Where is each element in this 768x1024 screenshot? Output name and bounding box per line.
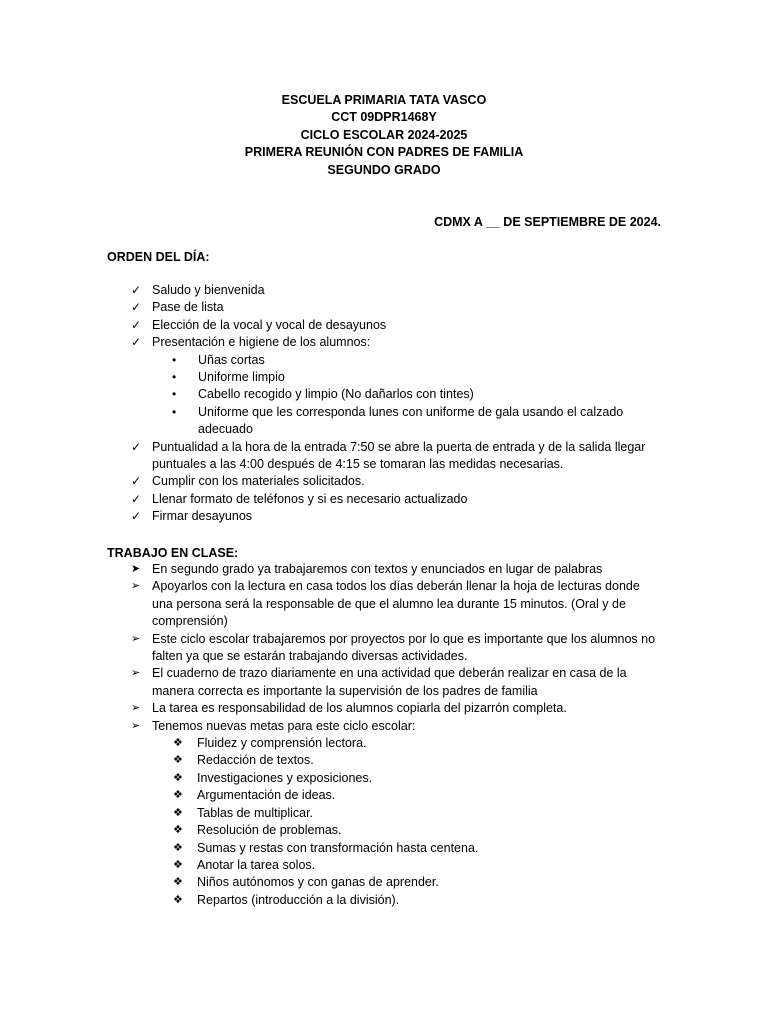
agenda-item: ✓ Pase de lista <box>131 299 661 316</box>
goal-item: ❖ Anotar la tarea solos. <box>173 857 661 874</box>
check-mark-icon: ✓ <box>131 439 142 454</box>
goal-item: ❖ Niños autónomos y con ganas de aprender. <box>173 874 661 891</box>
four-diamond-bullet-icon: ❖ <box>173 893 183 906</box>
goal-item: ❖ Resolución de problemas. <box>173 822 661 839</box>
four-diamond-bullet-icon: ❖ <box>173 876 183 889</box>
check-mark-icon: ✓ <box>131 474 142 489</box>
hygiene-item: • Uniforme que les corresponda lunes con uniforme de gala usando el calzado adecuado <box>172 404 624 437</box>
arrow-bullet-icon: ➤ <box>131 563 141 575</box>
agenda-item: ✓ Firmar desayunos <box>131 508 661 525</box>
agenda-item: ✓ Cumplir con los materiales solicitados. <box>131 473 661 490</box>
four-diamond-bullet-icon: ❖ <box>173 841 183 854</box>
hygiene-item: • Uniforme limpio <box>172 369 661 386</box>
agenda-list <box>131 282 661 526</box>
arrow-bullet-icon: ➢ <box>131 719 141 732</box>
school-cct: CCT 09DPR1468Y <box>331 110 437 125</box>
goal-item: ❖ Fluidez y comprensión lectora. <box>173 735 661 752</box>
four-diamond-bullet-icon: ❖ <box>173 824 183 837</box>
classwork-list <box>131 561 661 909</box>
classwork-item: ➢ Este ciclo escolar trabajaremos por proyectos por lo que es importante que los alumnos no falten ya que se estarán trabajando diversas actividades. <box>131 631 656 664</box>
agenda-item: ✓ Puntualidad a la hora de la entrada 7:50 se abre la puerta de entrada y de la salida llegar puntuales a las 4:00 después de 4:15 se tomaran las medidas necesarias. <box>131 439 646 472</box>
goals-sublist <box>152 735 661 909</box>
four-diamond-bullet-icon: ❖ <box>173 754 183 767</box>
agenda-item: ✓ Llenar formato de teléfonos y si es necesario actualizado <box>131 491 661 508</box>
arrow-bullet-icon: ➢ <box>131 632 141 645</box>
document-header <box>0 92 768 179</box>
four-diamond-bullet-icon: ❖ <box>173 771 183 784</box>
arrow-bullet-icon: ➢ <box>131 702 141 715</box>
classwork-item: ➢ Apoyarlos con la lectura en casa todos los días deberán llenar la hoja de lecturas donde una persona será la responsable de que el alumno lea durante 15 minutos. (Oral y de comprensión) <box>131 579 640 629</box>
bullet-icon: • <box>172 387 177 402</box>
goal-item: ❖ Sumas y restas con transformación hasta centena. <box>173 840 661 857</box>
agenda-item: ✓ Elección de la vocal y vocal de desayunos <box>131 317 661 334</box>
goal-item: ❖ Argumentación de ideas. <box>173 787 661 804</box>
hygiene-item: • Cabello recogido y limpio (No dañarlos con tintes) <box>172 386 661 403</box>
classwork-item: ➢ Tenemos nuevas metas para este ciclo escolar: ❖ Fluidez y comprensión lectora. ❖ Redacción de textos. ❖ Investigaciones y exposiciones. ❖ Argumentación de ideas. ❖ Tablas de multiplicar. ❖ Resolución de problemas. ❖ Sumas y restas con transformación hasta centena. ❖ Anotar la tarea solos. ❖ Niños autónomos y con ganas de aprender. ❖ Repartos (introducción a la división). <box>131 718 661 909</box>
bullet-icon: • <box>172 352 177 367</box>
classwork-item: ➢ El cuaderno de trazo diariamente en una actividad que deberán realizar en casa de la manera correcta es importante la supervisión de los padres de familia <box>131 666 627 698</box>
check-mark-icon: ✓ <box>131 509 142 524</box>
goal-item: ❖ Investigaciones y exposiciones. <box>173 770 661 787</box>
classwork-title: TRABAJO EN CLASE: <box>107 546 239 560</box>
arrow-bullet-icon: ➢ <box>131 667 141 680</box>
check-mark-icon: ✓ <box>131 335 142 350</box>
goal-item: ❖ Tablas de multiplicar. <box>173 805 661 822</box>
four-diamond-bullet-icon: ❖ <box>173 858 183 871</box>
four-diamond-bullet-icon: ❖ <box>173 806 183 819</box>
check-mark-icon: ✓ <box>131 491 142 506</box>
four-diamond-bullet-icon: ❖ <box>173 737 183 750</box>
school-name: ESCUELA PRIMARIA TATA VASCO <box>281 93 487 107</box>
goal-item: ❖ Repartos (introducción a la división). <box>173 892 661 909</box>
classwork-item: ➢ La tarea es responsabilidad de los alumnos copiarla del pizarrón completa. <box>131 700 661 717</box>
meeting-title: PRIMERA REUNIÓN CON PADRES DE FAMILIA <box>244 145 524 160</box>
grade-title: SEGUNDO GRADO <box>327 162 441 177</box>
hygiene-item: • Uñas cortas <box>172 352 661 369</box>
check-mark-icon: ✓ <box>131 300 142 315</box>
bullet-icon: • <box>172 404 177 419</box>
check-mark-icon: ✓ <box>131 283 142 297</box>
bullet-icon: • <box>172 370 177 385</box>
agenda-title: ORDEN DEL DÍA: <box>107 250 210 264</box>
agenda-item: ✓ Saludo y bienvenida <box>131 282 661 299</box>
arrow-bullet-icon: ➢ <box>131 580 141 593</box>
check-mark-icon: ✓ <box>131 317 142 332</box>
agenda-item: ✓ Presentación e higiene de los alumnos: • Uñas cortas • Uniforme limpio • Cabello recogido y limpio (No dañarlos con tintes) • Uniforme que les corresponda lunes con uniforme de gala usando el calzado adecuado <box>131 334 661 438</box>
hygiene-sublist <box>152 352 661 439</box>
school-cycle: CICLO ESCOLAR 2024-2025 <box>300 127 468 142</box>
classwork-item: ➤ En segundo grado ya trabajaremos con textos y enunciados en lugar de palabras <box>131 561 661 578</box>
date-line: CDMX A __ DE SEPTIEMBRE DE 2024. <box>434 215 661 229</box>
goal-item: ❖ Redacción de textos. <box>173 752 661 769</box>
four-diamond-bullet-icon: ❖ <box>173 789 183 802</box>
